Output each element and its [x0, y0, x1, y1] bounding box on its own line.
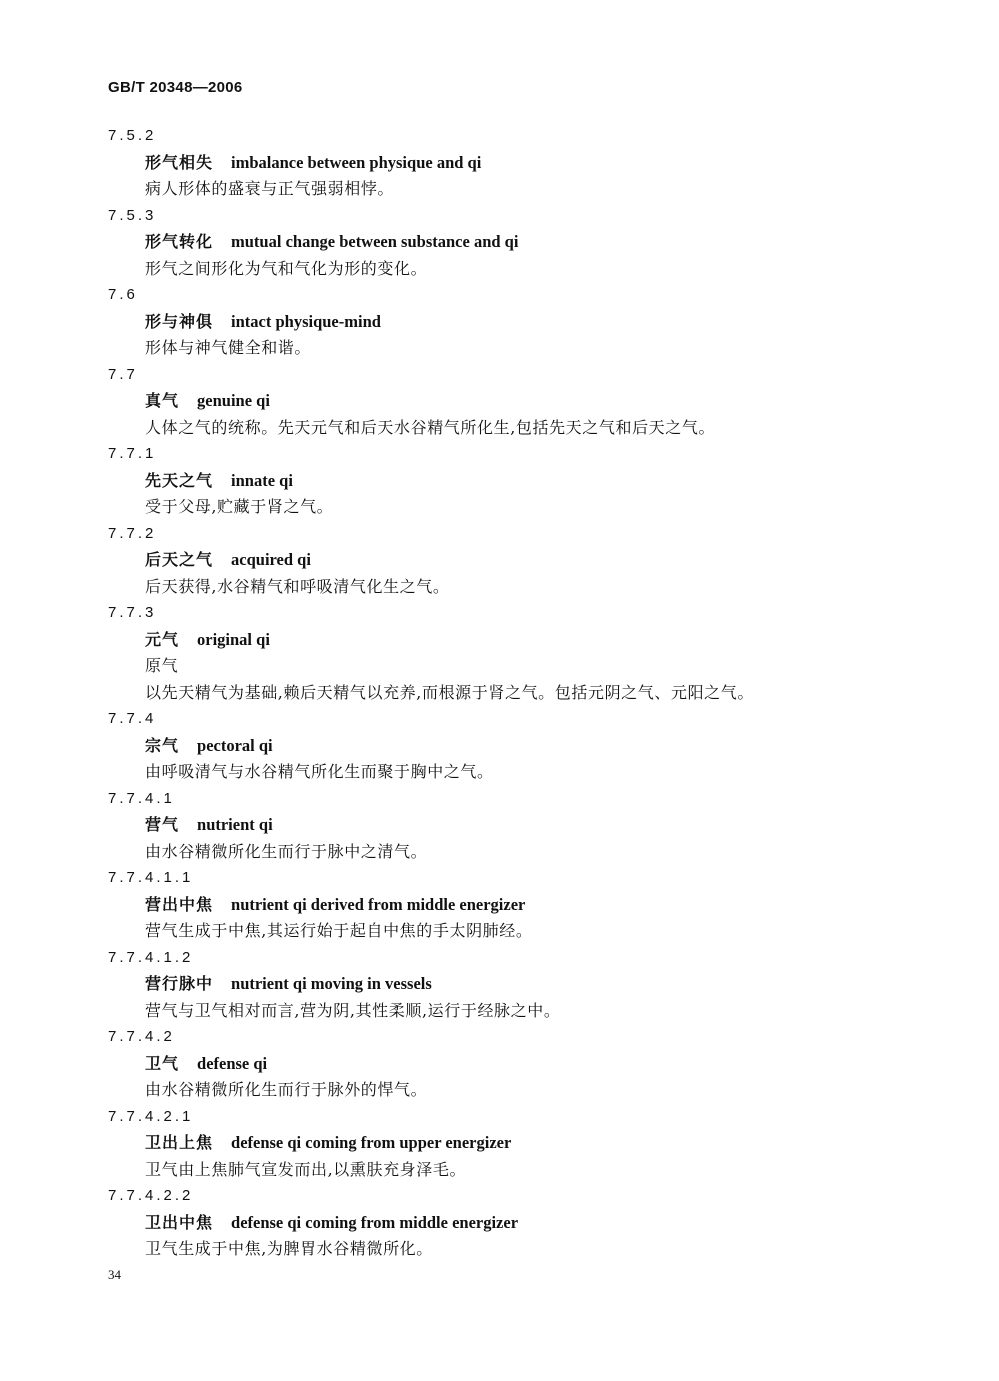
entry-number: 7.7.3 — [108, 604, 157, 621]
entry-term — [108, 1210, 908, 1237]
entry-definition: 形气之间形化为气和气化为形的变化。 — [145, 258, 428, 278]
document-code: GB/T 20348—2006 — [108, 79, 243, 96]
term-entry — [108, 1024, 908, 1104]
entry-definition: 受于父母,贮藏于肾之气。 — [145, 497, 334, 516]
term-chinese: 形气相失 — [145, 152, 214, 172]
term-chinese: 卫气 — [145, 1053, 180, 1073]
term-chinese: 先天之气 — [145, 470, 214, 490]
term-english: nutrient qi moving in vessels — [231, 974, 432, 993]
term-chinese: 宗气 — [145, 735, 180, 755]
entry-term — [108, 892, 908, 919]
term-english: original qi — [197, 629, 270, 649]
term-english: defense qi coming from upper energizer — [231, 1133, 512, 1152]
term-chinese: 卫出中焦 — [145, 1212, 214, 1232]
entry-synonym: 原气 — [145, 656, 179, 675]
entry-definition: 形体与神气健全和谐。 — [145, 338, 312, 357]
term-chinese: 营出中焦 — [145, 894, 214, 914]
entry-number: 7.5.3 — [108, 206, 157, 224]
term-english: genuine qi — [197, 391, 270, 410]
entry-term — [108, 388, 908, 415]
term-entry — [108, 441, 908, 521]
entry-number: 7.7.4.1.1 — [108, 869, 194, 886]
term-entry — [108, 282, 908, 362]
entry-definition: 由水谷精微所化生而行于脉中之清气。 — [145, 841, 428, 861]
entry-term — [108, 547, 908, 574]
term-entry — [108, 865, 908, 945]
term-entry — [108, 203, 908, 283]
entry-number: 7.6 — [108, 286, 138, 303]
term-chinese: 后天之气 — [145, 550, 214, 569]
term-entry — [108, 706, 908, 786]
term-english: nutrient qi — [197, 815, 273, 834]
entry-definition: 后天获得,水谷精气和呼吸清气化生之气。 — [145, 576, 450, 596]
entry-definition: 卫气生成于中焦,为脾胃水谷精微所化。 — [145, 1239, 433, 1258]
term-english: pectoral qi — [197, 735, 273, 755]
entry-definition: 人体之气的统称。先天元气和后天水谷精气所化生,包括先天之气和后天之气。 — [145, 417, 716, 437]
term-chinese: 形气转化 — [145, 232, 214, 251]
entry-definition: 营气与卫气相对而言,营为阴,其性柔顺,运行于经脉之中。 — [145, 1000, 561, 1020]
entry-number: 7.7.4.2.2 — [108, 1187, 194, 1204]
term-english: imbalance between physique and qi — [231, 152, 482, 172]
entry-number: 7.7.4.1.2 — [108, 948, 194, 966]
entry-term — [108, 627, 908, 654]
entry-term — [108, 971, 908, 998]
term-entry — [108, 600, 908, 706]
entry-number: 7.7 — [108, 365, 138, 383]
term-english: nutrient qi derived from middle energizer — [231, 894, 526, 914]
term-english: acquired qi — [231, 550, 311, 569]
entry-number: 7.7.4.2 — [108, 1028, 175, 1045]
page-number: 34 — [108, 1267, 121, 1282]
entry-term — [108, 229, 908, 256]
term-entry — [108, 521, 908, 601]
entry-term — [108, 309, 908, 336]
term-chinese: 营行脉中 — [145, 974, 214, 993]
term-entry — [108, 786, 908, 866]
term-english: mutual change between substance and qi — [231, 232, 519, 251]
entry-definition: 以先天精气为基础,赖后天精气以充养,而根源于肾之气。包括元阴之气、元阳之气。 — [145, 682, 754, 702]
term-entry — [108, 945, 908, 1025]
entry-definition: 卫气由上焦肺气宣发而出,以熏肤充身泽毛。 — [145, 1159, 467, 1179]
term-chinese: 形与神俱 — [145, 311, 214, 331]
entry-number: 7.7.4.2.1 — [108, 1107, 194, 1125]
term-english: defense qi coming from middle energizer — [231, 1212, 519, 1232]
term-chinese: 真气 — [145, 391, 180, 410]
entry-term — [108, 812, 908, 839]
entry-number: 7.7.4.1 — [108, 789, 175, 807]
entry-term — [108, 1051, 908, 1078]
entry-number: 7.7.1 — [108, 445, 157, 462]
term-english: intact physique-mind — [231, 311, 381, 331]
entry-definition: 营气生成于中焦,其运行始于起自中焦的手太阴肺经。 — [145, 921, 533, 940]
term-chinese: 卫出上焦 — [145, 1133, 214, 1152]
term-chinese: 营气 — [145, 815, 180, 834]
entry-number: 7.7.4 — [108, 710, 157, 727]
entry-term — [108, 733, 908, 760]
entry-definition: 由呼吸清气与水谷精气所化生而聚于胸中之气。 — [145, 762, 494, 781]
term-chinese: 元气 — [145, 629, 180, 649]
entry-term — [108, 1130, 908, 1157]
entry-number: 7.5.2 — [108, 127, 157, 144]
entry-number: 7.7.2 — [108, 524, 157, 542]
entry-definition: 病人形体的盛衰与正气强弱相悖。 — [145, 179, 395, 198]
term-entries — [108, 123, 908, 1263]
term-entry — [108, 362, 908, 442]
term-entry — [108, 1183, 908, 1263]
term-english: defense qi — [197, 1053, 268, 1073]
term-entry — [108, 123, 908, 203]
entry-definition: 由水谷精微所化生而行于脉外的悍气。 — [145, 1080, 428, 1099]
entry-term — [108, 150, 908, 177]
term-english: innate qi — [231, 470, 293, 490]
entry-term — [108, 468, 908, 495]
term-entry — [108, 1104, 908, 1184]
